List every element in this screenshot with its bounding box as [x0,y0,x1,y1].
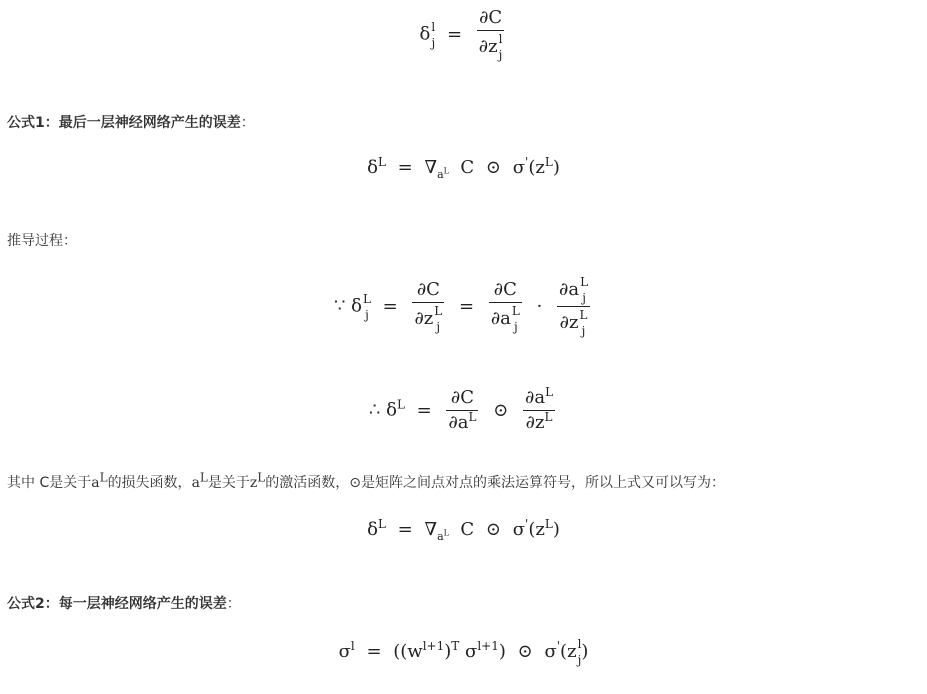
formula-output-error-repeat: $\delta^L = \nabla_{a^L}$ C ⊙ $\sigma'(z^L)$ [367,517,560,543]
fraction-daL-dzL: ∂a L j ∂z L j [559,275,589,338]
fraction-dC-dzL: ∂C ∂z L j [414,279,443,334]
explanation-part-1: 其中 C是关于 [7,475,92,491]
fraction-dC-dz: ∂C ∂z l j [478,7,503,62]
fraction-dC-daL: ∂C ∂a L j [490,279,520,334]
explanation-part-4: 的激活函数，⊙是矩阵之间点对点的乘法运算符号，所以上式又可以写为： [265,475,725,491]
heading-formula-1 [7,113,255,133]
heading-formula-2-colon: ： [226,596,241,612]
heading-formula-2-text: 公式2：每一层神经网络产生的误差 [7,596,227,612]
formula-delta-definition: δ l j = ∂C ∂z l j [419,7,503,62]
fraction-daL-dzL-vec: $\frac{\partial a^L}{\partial z^L}$ [525,385,554,433]
explanation-part-2: 的损失函数， [107,475,192,491]
heading-formula-1-text: 公式1：最后一层神经网络产生的误差 [7,115,241,131]
fraction-dC-daL-vec: $\frac{\partial C}{\partial a^L}$ [448,387,477,433]
derivation-label: 推导过程： [7,233,77,249]
formula-chain-rule: ∵ δ L j = ∂C ∂z L j = ∂C ∂a L j · ∂a L j ∂z L j [333,275,589,338]
formula-layer-error: $\sigma^l = ((w^{l+1})^T$ $\sigma^{l+1}$) ⊙ σ'(z l j ) [338,637,589,667]
explanation-paragraph: 其中 C是关于$a^L$的损失函数，$a^L$是关于$z^L$的激活函数，⊙是矩阵之间点对点的乘法运算符号，所以上式又可以写为： [7,470,725,491]
heading-formula-1-colon: ： [240,115,255,131]
explanation-part-3: 是关于 [207,475,250,491]
formula-output-error: $\delta^L = \nabla_{a^L}$ C ⊙ $\sigma'(z^L)$ [367,155,560,181]
heading-formula-2 [7,594,241,614]
formula-therefore: ∴ $\delta^L$ = $\frac{\partial C}{\partial a^L}$ ⊙ $\frac{\partial a^L}{\partial z^L}$ [368,385,554,433]
